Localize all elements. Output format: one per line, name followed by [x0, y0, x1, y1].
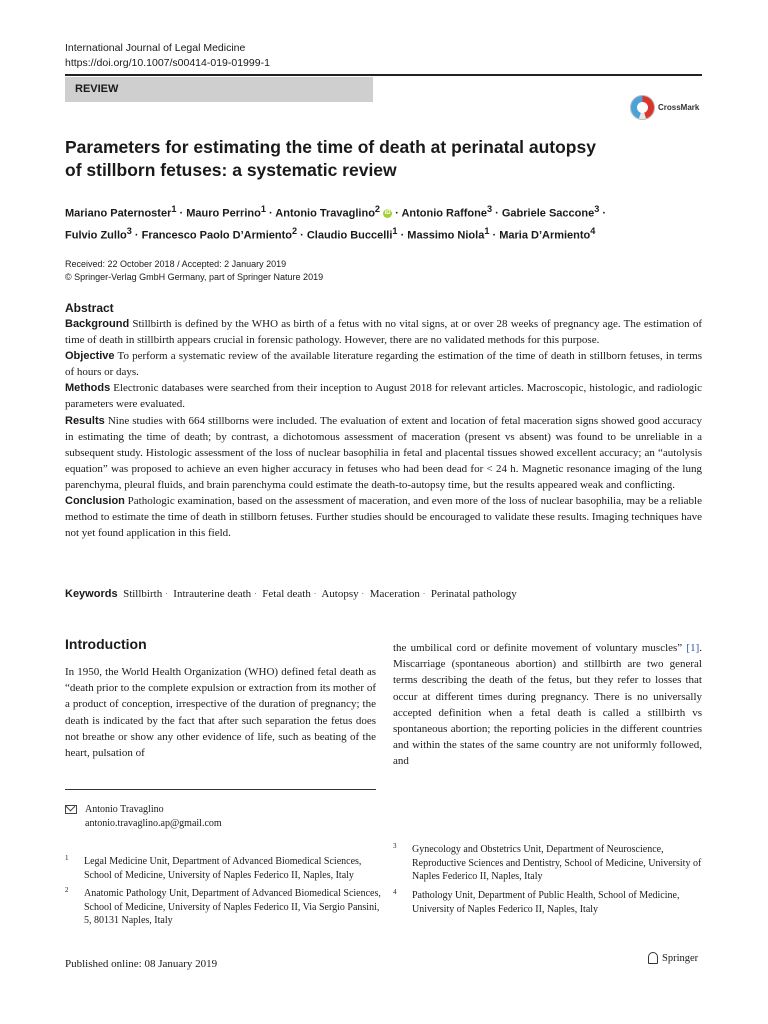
- author-affil: 3: [126, 225, 132, 236]
- abstract-results: [65, 413, 702, 493]
- author-name[interactable]: Antonio Raffone: [401, 207, 487, 220]
- author-name[interactable]: Fulvio Zullo: [65, 229, 127, 242]
- title-line-1: Parameters for estimating the time of death at perinatal autopsy: [65, 137, 596, 157]
- footnote-rule: [65, 789, 376, 790]
- author-list: [65, 201, 715, 244]
- abstract-text: Electronic databases were searched from their inception to August 2018 for relevant articles. Macroscopic, histologic, and radiologic parameters were evaluated.: [65, 382, 703, 411]
- affiliation-text: Legal Medicine Unit, Department of Advanced Biomedical Sciences, School of Medicine, University of Naples Federico II, Naples, Italy: [84, 856, 362, 881]
- introduction-heading: Introduction: [65, 636, 147, 652]
- springer-horse-icon: [648, 952, 658, 964]
- journal-name: International Journal of Legal Medicine: [65, 42, 246, 54]
- envelope-icon: [65, 805, 77, 814]
- publisher-logo: [648, 952, 698, 964]
- intro-text: the umbilical cord or definite movement of voluntary muscles”: [393, 642, 687, 654]
- journal-header: [65, 41, 270, 71]
- author-name[interactable]: Francesco Paolo D’Armiento: [141, 229, 292, 242]
- author-name[interactable]: Mauro Perrino: [186, 207, 261, 220]
- keyword: Stillbirth: [123, 588, 163, 600]
- affiliation-number: 3: [393, 842, 397, 850]
- affiliation: [393, 843, 708, 884]
- keywords-label: Keywords: [65, 588, 118, 600]
- abstract-body: [65, 316, 702, 541]
- author-affil: 1: [484, 225, 490, 236]
- crossmark-label: CrossMark: [658, 102, 700, 112]
- author-name[interactable]: Massimo Niola: [407, 229, 485, 242]
- abstract-label: Conclusion: [65, 495, 125, 508]
- author-name[interactable]: Gabriele Saccone: [501, 207, 595, 220]
- abstract-label: Objective: [65, 350, 115, 363]
- author-affil: 3: [594, 204, 600, 214]
- article-dates: [65, 258, 323, 284]
- author-affil: 3: [487, 204, 493, 214]
- abstract-text: Pathologic examination, based on the assessment of maceration, and even more of the loss of nuclear basophilia, may be a reliable method to estimate the time of death in stillborn fetuses. Further studies should be encouraged to validate these results. Imaging techniques have not yet found application in this field.: [65, 495, 702, 540]
- crossmark-icon: [630, 95, 655, 120]
- orcid-icon[interactable]: iD: [384, 210, 391, 217]
- received-accepted: Received: 22 October 2018 / Accepted: 2 January 2019: [65, 259, 287, 269]
- abstract-label: Background: [65, 318, 130, 330]
- keyword: Maceration: [369, 588, 420, 600]
- abstract-objective: [65, 348, 702, 380]
- author-affil: 1: [171, 204, 177, 214]
- keyword-separator: ·: [165, 590, 168, 599]
- intro-paragraph: In 1950, the World Health Organization (WHO) defined fetal death as “death prior to the complete expulsion or extraction from its mother of a product of conception, irrespective of the duration of pregnancy; the death is indicated by the fact that after such separation the fetus does not breathe or show any other evidence of life, such as beating of the heart, pulsation of: [65, 666, 376, 760]
- doi-link[interactable]: https://doi.org/10.1007/s00414-019-01999-1: [65, 57, 270, 69]
- keyword-separator: ·: [361, 590, 364, 599]
- abstract-text: To perform a systematic review of the available literature regarding the estimation of the time of death in stillborn fetuses, in terms of hours or days.: [65, 350, 702, 379]
- abstract-label: Methods: [65, 382, 111, 395]
- affiliation-number: 1: [65, 854, 69, 862]
- keyword-separator: ·: [254, 590, 257, 599]
- intro-paragraph-continued: [393, 640, 702, 770]
- author-affil: 4: [590, 225, 596, 236]
- intro-text: . Miscarriage (spontaneous abortion) and stillbirth are two general terms describing the death of the fetus, but they refer to losses that occur at different times during pregnancy. There is no universally accepted definition when a fetal death is called a stillbirth vs spontaneous abortion; the reporting policies in the different countries and within the states of the same country are not uniformly followed, and: [393, 642, 702, 768]
- article-title: [65, 136, 705, 182]
- abstract-label: Results: [65, 414, 105, 427]
- abstract-text: Stillbirth is defined by the WHO as birth of a fetus with no vital signs, at or over 28 weeks of pregnancy age. The estimation of time of death in stillbirth appears crucial in forensic pathology. However, there are no validated methods for this purpose.: [65, 318, 702, 347]
- section-label: REVIEW: [65, 77, 373, 102]
- author-affil: 2: [291, 225, 298, 236]
- published-online: Published online: 08 January 2019: [65, 958, 218, 970]
- author-affil: 1: [260, 204, 266, 214]
- keyword: Autopsy: [321, 588, 359, 600]
- intro-right-column: [393, 640, 702, 770]
- abstract-text: Nine studies with 664 stillborns were included. The evaluation of extent and location of fetal maceration signs showed good accuracy in estimating the time of death; by contrast, a dichotomous assessment of maceration (present vs absent) was found to be unreliable in a subsequent study. Histologic assessment of the loss of nuclear basophilia in fetal and placental tissues showed excellent accuracy; an “autolysis equation” was proposed to achieve an even higher accuracy in fetuses who had been dead for < 24 h. Magnetic resonance imaging of the lung parenchyma, pleural fluids, and brain parenchyma could estimate the death-to-autopsy time, but the results appeared weak and conflicting.: [65, 414, 702, 491]
- author-name[interactable]: Mariano Paternoster: [65, 207, 172, 220]
- affiliation-number: 2: [65, 886, 69, 894]
- author-affil: 2: [374, 204, 381, 214]
- copyright: © Springer-Verlag GmbH Germany, part of Springer Nature 2019: [65, 272, 324, 282]
- affiliation-number: 4: [393, 888, 397, 896]
- keyword-separator: ·: [422, 590, 426, 599]
- keyword: Perinatal pathology: [430, 588, 517, 600]
- author-affil: 1: [392, 225, 398, 236]
- author-name[interactable]: Antonio Travaglino: [275, 207, 375, 220]
- intro-left-column: [65, 664, 376, 761]
- author-name[interactable]: Maria D’Armiento: [499, 229, 591, 242]
- keyword: Fetal death: [262, 588, 311, 600]
- abstract-methods: [65, 380, 702, 412]
- correspondence: [65, 803, 222, 831]
- header-rule: [65, 74, 702, 76]
- citation-link[interactable]: [1]: [686, 642, 700, 654]
- affiliation-text: Pathology Unit, Department of Public Health, School of Medicine, University of Naples Federico II, Naples, Italy: [412, 890, 680, 915]
- affiliation: [65, 887, 385, 928]
- publisher-name: Springer: [662, 952, 699, 964]
- corresponding-author: Antonio Travaglino: [85, 804, 164, 815]
- keyword-separator: ·: [313, 590, 317, 599]
- keyword: Intrauterine death: [173, 588, 252, 600]
- affiliation: [65, 855, 385, 882]
- affiliation-text: Gynecology and Obstetrics Unit, Department of Neuroscience, Reproductive Sciences and Dentistry, School of Medicine, University of Naples Federico II, Naples, Italy: [412, 844, 702, 882]
- crossmark-badge[interactable]: [630, 92, 710, 122]
- author-name[interactable]: Claudio Buccelli: [306, 229, 393, 242]
- abstract-heading: Abstract: [65, 301, 114, 315]
- affiliation-text: Anatomic Pathology Unit, Department of Advanced Biomedical Sciences, School of Medicine, University of Naples Federico II, Via Sergio Pansini, 5, 80131 Naples, Italy: [84, 888, 381, 926]
- author-line-1: Mariano Paternoster$^1$ · Mauro Perrino$^1$ · Antonio Travaglino$^2$ iD · Antonio Raffone$^3$ · Gabriele Saccone$^3$ ·: [65, 204, 607, 220]
- author-line-2: Fulvio Zullo$^3$ · Francesco Paolo D’Armiento$^2$ · Claudio Buccelli$^1$ · Massimo Niola$^1$ · Maria D’Armiento$^4$: [65, 225, 596, 242]
- abstract-background: [65, 316, 702, 348]
- abstract-conclusion: [65, 493, 702, 541]
- title-line-2: of stillborn fetuses: a systematic review: [65, 160, 397, 180]
- affiliation: [393, 889, 708, 916]
- corresponding-email[interactable]: antonio.travaglino.ap@gmail.com: [85, 818, 222, 829]
- keywords: [65, 588, 517, 600]
